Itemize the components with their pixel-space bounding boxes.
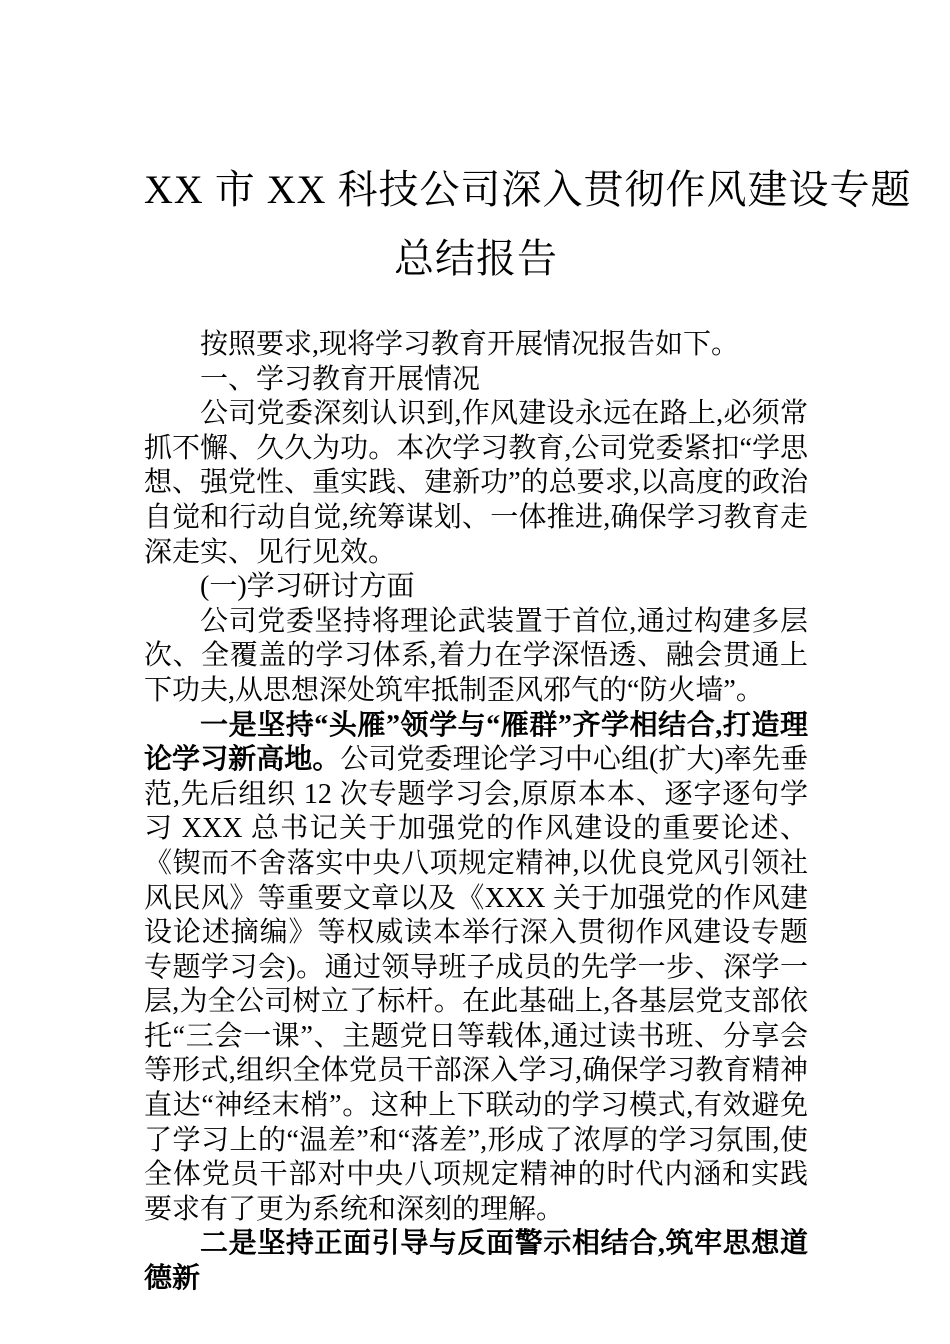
document-body — [144, 328, 808, 1297]
point-one-bold-lead: 一是坚持“头雁”领学与“雁群”齐学相结合,打造理论学习新高地。 — [144, 709, 808, 776]
document-title — [144, 155, 912, 293]
title-line-1: XX 市 XX 科技公司深入贯彻作风建设专题 — [144, 167, 912, 212]
paragraph-overview: 公司党委深刻认识到,作风建设永远在路上,必须常抓不懈、久久为功。本次学习教育,公司党委紧扣“学思想、强党性、重实践、建新功”的总要求,以高度的政治自觉和行动自觉,统筹谋划、一体推进,确保学习教育走深走实、见行见效。 — [144, 398, 808, 568]
subsection-heading-study: (一)学习研讨方面 — [200, 571, 415, 603]
paragraph-intro: 按照要求,现将学习教育开展情况报告如下。 — [200, 329, 740, 360]
section-heading-one: 一、学习教育开展情况 — [200, 363, 481, 395]
paragraph-theory: 公司党委坚持将理论武装置于首位,通过构建多层次、全覆盖的学习体系,着力在学深悟透、融会贯通上下功夫,从思想深处筑牢抵制歪风邪气的“防火墙”。 — [144, 605, 808, 706]
point-one-body-text: 公司党委理论学习中心组(扩大)率先垂范,先后组织 12 次专题学习会,原原本本、逐字逐句学习 XXX 总书记关于加强党的作风建设的重要论述、《锲而不舍落实中央八项规定精神,以优良党风引领社风民风》等重要文章以及《XXX 关于加强党的作风建设论述摘编》等权威读本举行深入贯彻作风建设专题专题学习会)。通过领导班子成员的先学一步、深学一层,为全公司树立了标杆。在此基础上,各基层党支部依托“三会一课”、主题党日等载体,通过读书班、分享会等形式,组织全体党员干部深入学习,确保学习教育精神直达“神经末梢”。这种上下联动的学习模式,有效避免了学习上的“温差”和“落差”,形成了浓厚的学习氛围,使全体党员干部对中央八项规定精神的时代内涵和实践要求有了更为系统和深刻的理解。 — [144, 744, 808, 1225]
paragraph-point-one — [144, 709, 808, 1228]
title-line-2: 总结报告 — [394, 236, 558, 281]
point-two-bold-lead: 二是坚持正面引导与反面警示相结合,筑牢思想道德新 — [144, 1228, 808, 1295]
document-content — [144, 0, 912, 1297]
paragraph-point-two — [144, 1227, 808, 1296]
